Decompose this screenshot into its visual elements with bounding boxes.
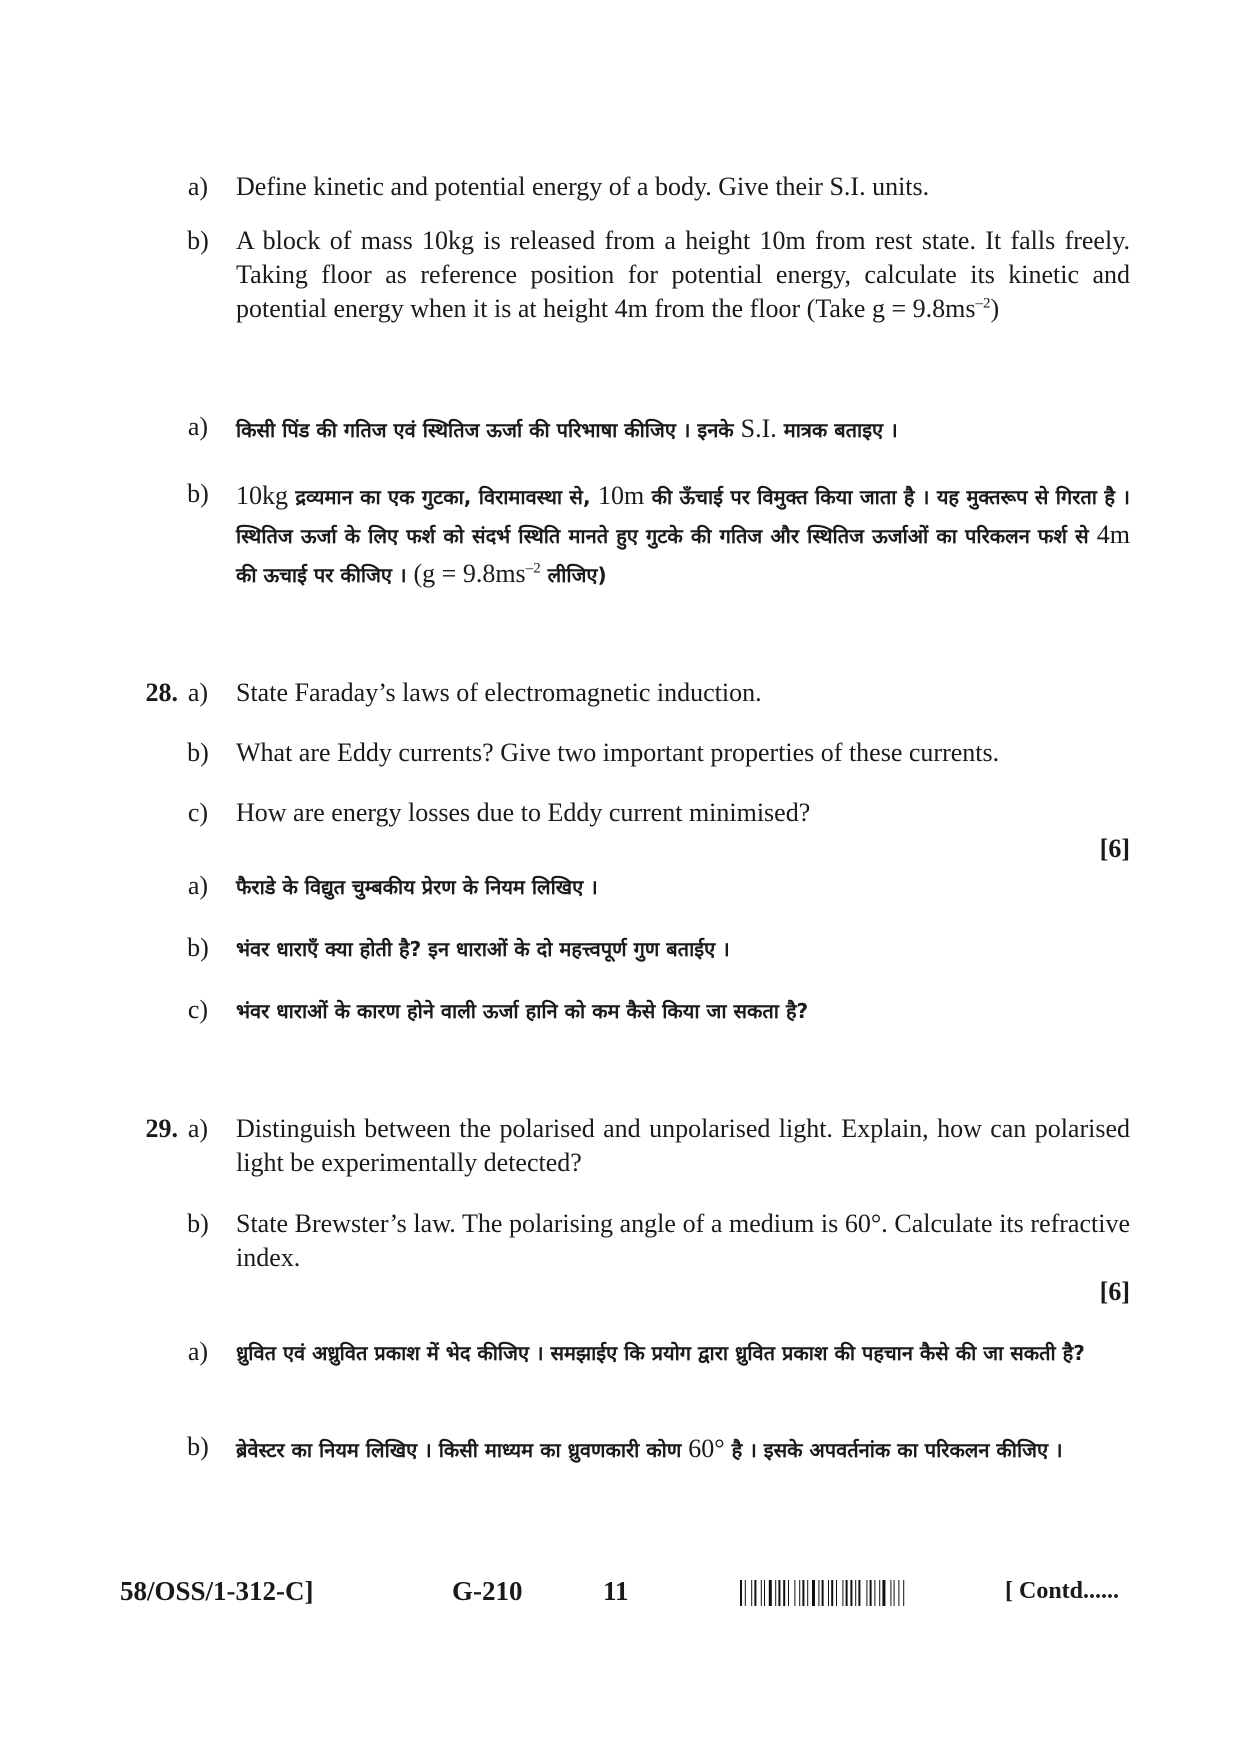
part-label: b) bbox=[187, 1209, 209, 1238]
paper-code: 58/OSS/1-312-C] bbox=[120, 1576, 314, 1606]
part-label: a) bbox=[187, 871, 209, 900]
page-number: 11 bbox=[603, 1576, 629, 1606]
q27-hi-b-text: 10kg द्रव्यमान का एक गुटका, विरामावस्था से, 10m की ऊँचाई पर विमुक्त किया जाता है । यह मुक्तरूप से गिरता है । स्थितिज ऊर्जा के लिए फर्श को संदर्भ स्थिति मानते हुए गुटके की गतिज और स्थितिज ऊर्जाओं का परिकलन फर्श से 4m की ऊचाई पर कीजिए । ($g = 9.8ms^{-2}$ लीजिए) bbox=[236, 481, 1131, 588]
part-label: b) bbox=[187, 1432, 209, 1461]
part-label: b) bbox=[187, 479, 209, 508]
q28-hi-b-text: भंवर धाराएँ क्या होती है? इन धाराओं के दो महत्त्वपूर्ण गुण बताईए । bbox=[236, 937, 730, 961]
question-number: 29. bbox=[145, 1114, 178, 1143]
part-label: a) bbox=[187, 1337, 209, 1366]
q27-b-text: A block of mass 10kg is released from a height 10m from rest state. It falls freely. Taking floor as reference position for potential energy, calculate its kinetic and potential energy when it is at height 4m from the floor (Take $g = 9.8ms^{-2}$) bbox=[236, 226, 1130, 323]
part-label: c) bbox=[187, 798, 209, 827]
q29-marks: [6] bbox=[1099, 1277, 1130, 1306]
question-number: 28. bbox=[145, 678, 178, 707]
part-label: a) bbox=[187, 172, 209, 201]
paper-id: G-210 bbox=[452, 1576, 523, 1606]
continued-label: [ Contd...... bbox=[1005, 1578, 1120, 1604]
q28-c-text: How are energy losses due to Eddy current minimised? bbox=[236, 798, 811, 827]
q29-hi-a-text: ध्रुवित एवं अध्रुवित प्रकाश में भेद कीजिए । समझाईए कि प्रयोग द्वारा ध्रुवित प्रकाश की पहचान कैसे की जा सकती है? bbox=[236, 1341, 1085, 1365]
part-label: b) bbox=[187, 226, 209, 255]
part-label: c) bbox=[187, 995, 209, 1024]
barcode-image bbox=[740, 1580, 965, 1606]
q28-hi-c-text: भंवर धाराओं के कारण होने वाली ऊर्जा हानि को कम कैसे किया जा सकता है? bbox=[236, 999, 809, 1023]
part-label: a) bbox=[187, 1114, 209, 1143]
q28-b-text: What are Eddy currents? Give two important properties of these currents. bbox=[236, 738, 1000, 767]
q29-hi-b-text: ब्रेवेस्टर का नियम लिखिए । किसी माध्यम का ध्रुवणकारी कोण 60° है । इसके अपवर्तनांक का परिकलन कीजिए । bbox=[236, 1434, 1063, 1463]
part-label: a) bbox=[187, 412, 209, 441]
q28-marks: [6] bbox=[1099, 834, 1130, 863]
q28-hi-a-text: फैराडे के विद्युत चुम्बकीय प्रेरण के नियम लिखिए । bbox=[236, 875, 598, 899]
q28-a-text: State Faraday’s laws of electromagnetic induction. bbox=[236, 678, 762, 707]
q27-a-text: Define kinetic and potential energy of a body. Give their S.I. units. bbox=[236, 172, 930, 201]
q27-hi-a-text: किसी पिंड की गतिज एवं स्थितिज ऊर्जा की परिभाषा कीजिए । इनके S.I. मात्रक बताइए । bbox=[236, 414, 898, 443]
q29-b-text: State Brewster’s law. The polarising angle of a medium is 60°. Calculate its refractive index. bbox=[236, 1209, 1130, 1272]
part-label: b) bbox=[187, 933, 209, 962]
q29-a-text: Distinguish between the polarised and unpolarised light. Explain, how can polarised light be experimentally detected? bbox=[236, 1114, 1130, 1177]
part-label: b) bbox=[187, 738, 209, 767]
part-label: a) bbox=[187, 678, 209, 707]
